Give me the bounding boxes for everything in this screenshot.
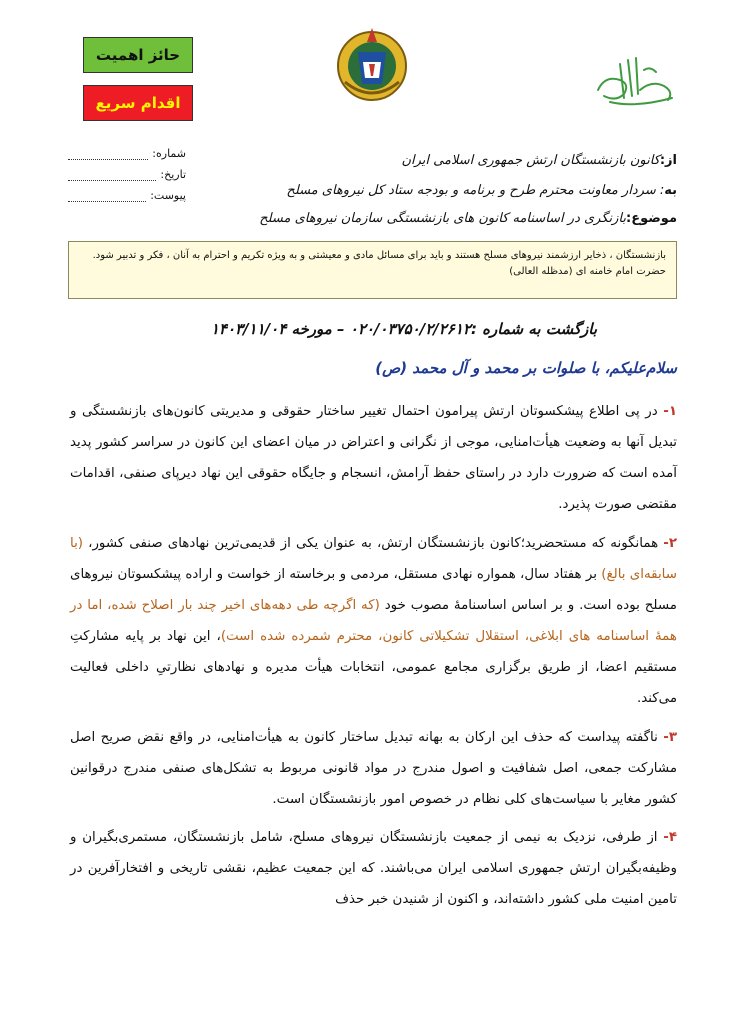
leader-quote-box (68, 241, 677, 299)
attachment-field (68, 186, 186, 202)
to-label: به (664, 183, 677, 198)
paragraph-2-number: ۲- (663, 536, 677, 551)
army-emblem-icon (333, 22, 411, 106)
paragraph-4-text: از طرفی، نزدیک به نیمی از جمعیت بازنشستگان نیروهای مسلح، شامل بازنشستگان، مستمری‌بگیران و وظیفه‌بگیران ارتش جمهوری اسلامی ایران می‌باشند. که این جمعیت عظیم، نقشی تاریخی و افتخارآفرین در تامین امنیت ملی کشور داشته‌اند، و اکنون از شنیدن خبر حذف (70, 830, 677, 907)
paragraph-1-text: در پی اطلاع پیشکسوتان ارتش پیرامون احتمال تغییر ساختار حقوقی و مدیریتی کانون‌های بازنشستگی و تبدیل آنها به وضعیت هیأت‌امنایی، موجی از نگرانی و اعتراض در میان اعضای این کانون در سراسر کشور پدید آمده است که ضرورت دارد در راستای حفظ آرامش، انسجام و جایگاه حقوقی این نهاد دیرپای صنفی، اقدامات مقتضی صورت پذیرد. (70, 404, 677, 512)
date-field (68, 165, 186, 181)
importance-badge: حائز اهمیت (83, 37, 193, 73)
to-value: : سردار معاونت محترم طرح و برنامه و بودجه ستاد کل نیروهای مسلح (286, 183, 665, 198)
paragraph-4-number: ۴- (663, 830, 677, 845)
paragraph-2-text-b: بر هفتاد سال، همواره نهادی مستقل، مردمی و برخاسته از خواست و اراده پیشکسوتان نیروهای مسلح بوده است. و بر اساس اساسنامهٔ مصوب خود (70, 567, 677, 613)
bismillah-calligraphy-logo (590, 50, 680, 110)
from-label: از: (659, 153, 677, 168)
paragraph-2-highlight-a: (با سابقه‌ای بالغ) (70, 536, 677, 582)
bismillah-calligraphy-icon (590, 50, 680, 110)
urgent-badge: اقدام سریع (83, 85, 193, 121)
paragraph-3-text: ناگفته پیداست که حذف این ارکان به بهانه تبدیل ساختار کانون به هیأت‌امنایی، در واقع نقض صریح اصل مشارکت جمعی، اصل شفافیت و اصول مندرج در مواد قانونی مربوط به تشکل‌های صنفی مندرج درقوانین کشور مغایر با سیاست‌های کلی نظام در خصوص امور بازنشستگان است. (70, 730, 677, 807)
from-value: کانون بازنشستگان ارتش جمهوری اسلامی ایران (401, 153, 660, 168)
subject-label: موضوع: (626, 211, 677, 226)
quote-text: بازنشستگان ، ذخایر ارزشمند نیروهای مسلح هستند و باید برای مسائل مادی و معیشتی و به ویژه تکریم و احترام به آنان ، فکر و تدبیر شود. (92, 250, 666, 261)
paragraph-1 (70, 396, 677, 520)
reference-line: بازگشت به شماره :۰۲۰/۰۳۷۵۰/۲/۲۶۱۲ – مورخه ۱۴۰۳/۱۱/۰۴ (210, 320, 597, 338)
paragraph-2-text-a: همانگونه که مستحضرید؛کانون بازنشستگان ارتش، به عنوان یکی از قدیمی‌ترین نهادهای صنفی کشور، (83, 536, 664, 551)
to-line (286, 183, 677, 198)
paragraph-2-highlight-b: (که اگرچه طی دهه‌های اخیر چند بار اصلاح شده، اما در همهٔ اساسنامه های ابلاغی، استقلال تشکیلاتی کانون، محترم شمرده شده است) (70, 598, 677, 644)
paragraph-2 (70, 528, 677, 714)
paragraph-3 (70, 722, 677, 815)
date-dots (68, 171, 156, 181)
from-line (401, 153, 677, 168)
date-label: تاریخ: (160, 168, 186, 181)
paragraph-4 (70, 822, 677, 915)
army-emblem (333, 22, 411, 106)
subject-line (259, 211, 677, 226)
subject-value: بازنگری در اساسنامه کانون های بازنشستگی سازمان نیروهای مسلح (259, 211, 626, 226)
attachment-dots (68, 192, 146, 202)
paragraph-2-text-c: ، این نهاد بر پایه مشارکتِ مستقیم اعضا، از طریق برگزاری مجامع عمومی، انتخابات هیأت مدیره و نهادهای نظارتیِ داخلی فعالیت می‌کند. (70, 629, 677, 706)
number-field (68, 144, 186, 160)
number-label: شماره: (152, 147, 186, 160)
greeting: سلام‌علیکم، با صلوات بر محمد و آل محمد (ص) (375, 359, 677, 377)
paragraph-3-number: ۳- (663, 730, 677, 745)
number-dots (68, 150, 148, 160)
quote-attribution: حضرت امام خامنه ای (مدظله العالی) (509, 266, 666, 277)
attachment-label: پیوست: (150, 189, 186, 202)
paragraph-1-number: ۱- (663, 404, 677, 419)
